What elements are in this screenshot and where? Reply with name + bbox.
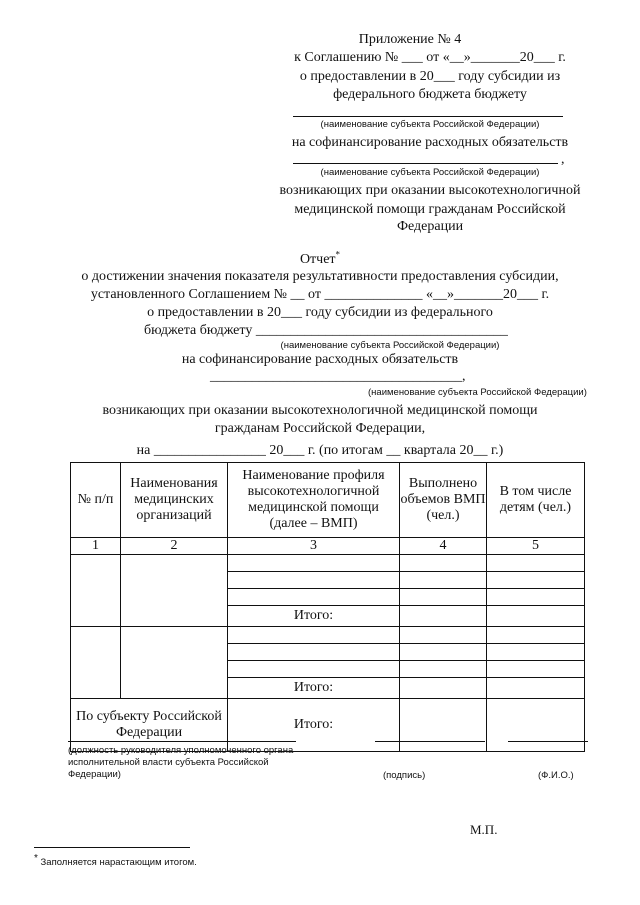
report-title-footnote-mark: *: [335, 249, 341, 260]
table-cell-empty: [487, 627, 585, 644]
signature-underline: [375, 741, 485, 742]
name-underline: [508, 741, 588, 742]
table-cell-empty: [487, 572, 585, 589]
table-cell-empty: [400, 661, 487, 678]
table-cell-empty: [487, 606, 585, 627]
table-cell-empty: [121, 555, 228, 627]
table-subject-total-row: [71, 699, 585, 752]
column-number-2: 2: [121, 538, 228, 555]
footnote-separator: [34, 847, 190, 848]
report-subject-caption-1: (наименование субъекта Российской Федерации): [280, 340, 500, 351]
column-number-1: 1: [71, 538, 121, 555]
report-subject-caption-2: (наименование субъекта Российской Федерации): [368, 387, 587, 398]
table-cell-empty: [400, 678, 487, 699]
table-cell-empty: [121, 627, 228, 699]
position-caption: (должность руководителя уполномоченного органа исполнительной власти субъекта Российской Федерации): [68, 745, 294, 780]
stamp-place: М.П.: [470, 822, 498, 837]
appendix-comma: ,: [561, 152, 565, 167]
position-underline: [68, 741, 296, 742]
table-cell-empty: [487, 661, 585, 678]
appendix-budget-line: федерального бюджета бюджету: [333, 87, 527, 102]
column-number-5: 5: [487, 538, 585, 555]
appendix-subject-underline-1: [293, 116, 563, 117]
table-cell-empty: [487, 644, 585, 661]
report-line-3: о предоставлении в 20___ году субсидии из федерального: [147, 305, 493, 320]
table-cell-empty: [400, 699, 487, 752]
appendix-medical-line: медицинской помощи гражданам Российской: [294, 202, 566, 217]
table-cell-empty: [400, 627, 487, 644]
name-caption: (Ф.И.О.): [538, 770, 574, 781]
footnote-mark: *: [34, 853, 38, 864]
header-children: В том числе детям (чел.): [487, 463, 585, 538]
table-cell-empty: [228, 644, 400, 661]
report-line-2: установленного Соглашением № __ от ______________ «__»_______20___ г.: [90, 287, 550, 302]
subject-total-label: По субъекту Российской Федерации: [71, 699, 228, 752]
table-cell-empty: [400, 572, 487, 589]
report-title: [220, 249, 420, 268]
appendix-subsidy-line: о предоставлении в 20___ году субсидии из: [299, 69, 561, 84]
table-cell-empty: [487, 555, 585, 572]
table-cell-empty: [487, 678, 585, 699]
table-cell-empty: [71, 627, 121, 699]
appendix-subject-caption-1: (наименование субъекта Российской Федерации): [320, 119, 540, 130]
table-row: [71, 627, 585, 644]
appendix-hightech-line: возникающих при оказании высокотехнологичной: [279, 183, 581, 198]
total-label: Итого:: [228, 606, 400, 627]
column-number-3: 3: [228, 538, 400, 555]
appendix-subject-caption-2: (наименование субъекта Российской Федерации): [320, 167, 540, 178]
report-date-line: на ________________ 20___ г. (по итогам __ квартала 20__ г.): [136, 443, 504, 458]
report-line-6: ____________________________________,: [210, 369, 466, 384]
table-cell-empty: [400, 555, 487, 572]
table-cell-empty: [228, 627, 400, 644]
appendix-subject-underline-2: [293, 163, 558, 164]
appendix-federation-line: Федерации: [396, 219, 464, 234]
report-line-7: возникающих при оказании высокотехнологичной медицинской помощи: [102, 403, 538, 418]
signature-caption: (подпись): [383, 770, 426, 781]
table-column-numbers-row: [71, 538, 585, 555]
header-number: № п/п: [71, 463, 121, 538]
appendix-cofinancing-line: на софинансирование расходных обязательств: [291, 135, 569, 150]
appendix-number: Приложение № 4: [358, 32, 462, 47]
table-cell-empty: [400, 644, 487, 661]
table-cell-empty: [228, 661, 400, 678]
column-number-4: 4: [400, 538, 487, 555]
report-line-8: гражданам Российской Федерации,: [214, 421, 426, 436]
report-line-1: о достижении значения показателя результативности предоставления субсидии,: [81, 269, 559, 284]
header-vmp-profile: Наименование профиля высокотехнологичной медицинской помощи (далее – ВМП): [228, 463, 400, 538]
appendix-agreement-line: к Соглашению № ___ от «__»_______20___ г.: [294, 50, 566, 65]
table-row: [71, 555, 585, 572]
table-cell-empty: [487, 699, 585, 752]
report-line-4: бюджета бюджету ____________________________________: [144, 323, 508, 338]
table-cell-empty: [228, 589, 400, 606]
header-volume-done: Выполнено объемов ВМП (чел.): [400, 463, 487, 538]
header-organizations: Наименования медицинских организаций: [121, 463, 228, 538]
total-label: Итого:: [228, 678, 400, 699]
subject-total-itogo: Итого:: [228, 699, 400, 752]
report-line-5: на софинансирование расходных обязательств: [181, 352, 459, 367]
report-table: [70, 462, 585, 752]
report-title-text: Отчет: [299, 252, 336, 267]
footnote: [34, 853, 197, 868]
table-cell-empty: [487, 589, 585, 606]
table-cell-empty: [400, 606, 487, 627]
table-cell-empty: [71, 555, 121, 627]
table-cell-empty: [400, 589, 487, 606]
table-header-row: [71, 463, 585, 538]
table-cell-empty: [228, 555, 400, 572]
table-cell-empty: [228, 572, 400, 589]
footnote-text: Заполняется нарастающим итогом.: [40, 857, 197, 869]
